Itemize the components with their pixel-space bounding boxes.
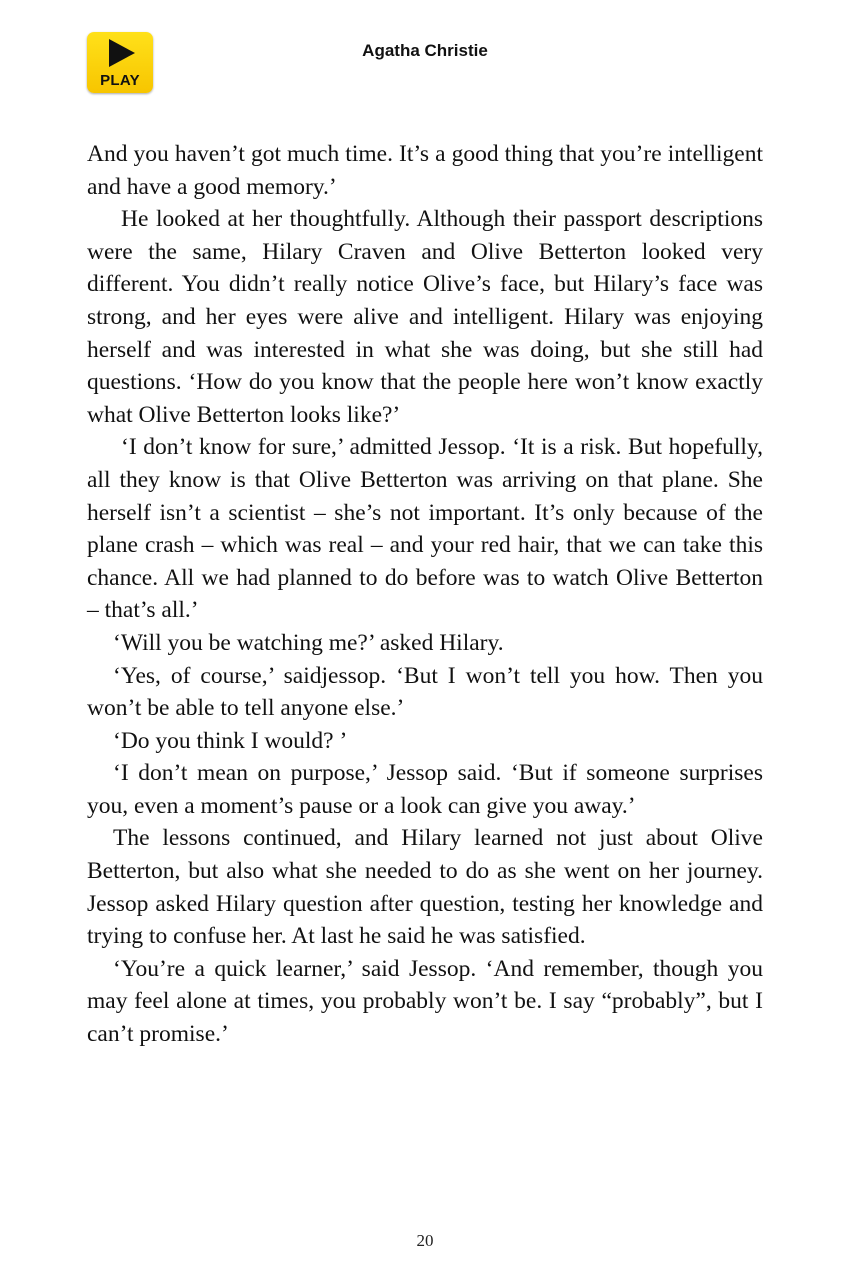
- paragraph: ‘I don’t mean on purpose,’ Jessop said. ‘But if someone surprises you, even a moment’s pause or a look can give you away.’: [87, 760, 763, 819]
- paragraph: ‘Yes, of course,’ saidjessop. ‘But I won’t tell you how. Then you won’t be able to tell anyone else.’: [87, 662, 763, 722]
- paragraph: ‘You’re a quick learner,’ said Jessop. ‘And remember, though you may feel alone at times, you probably won’t be. I say “probably”, but I can’t promise.’: [87, 955, 763, 1048]
- paragraph: ‘I don’t know for sure,’ admitted Jessop. ‘It is a risk. But hopefully, all they know is that Olive Betterton was arriving on that plane. She herself isn’t a scientist – she’s not important. It’s only because of the plane crash – which was real – and your red hair, that we can take this chance. All we had planned to do before was to watch Olive Betterton – that’s all.’: [87, 434, 763, 624]
- paragraph: The lessons continued, and Hilary learned not just about Olive Betterton, but also what she needed to do as she went on her journey. Jessop asked Hilary question after question, testing her knowledge and trying to confuse her. At last he said he was satisfied.: [87, 825, 763, 950]
- paragraph: ‘Will you be watching me?’ asked Hilary.: [113, 629, 504, 656]
- chapter-body-text: [87, 138, 763, 1051]
- play-button-label: PLAY: [100, 72, 140, 89]
- running-header-author: Agatha Christie: [362, 41, 488, 60]
- page-number: 20: [416, 1231, 434, 1250]
- paragraph: He looked at her thoughtfully. Although their passport descriptions were the same, Hilary Craven and Olive Betterton looked very different. You didn’t really notice Olive’s face, but Hilary’s face was strong, and her eyes were alive and intelligent. Hilary was enjoying herself and was interested in what she was doing, but she still had questions. ‘How do you know that the people here won’t know exactly what Olive Betterton looks like?’: [87, 206, 763, 428]
- paragraph: And you haven’t got much time. It’s a good thing that you’re intelligent and have a good memory.’: [87, 141, 763, 200]
- paragraph: ‘Do you think I would? ’: [113, 727, 348, 754]
